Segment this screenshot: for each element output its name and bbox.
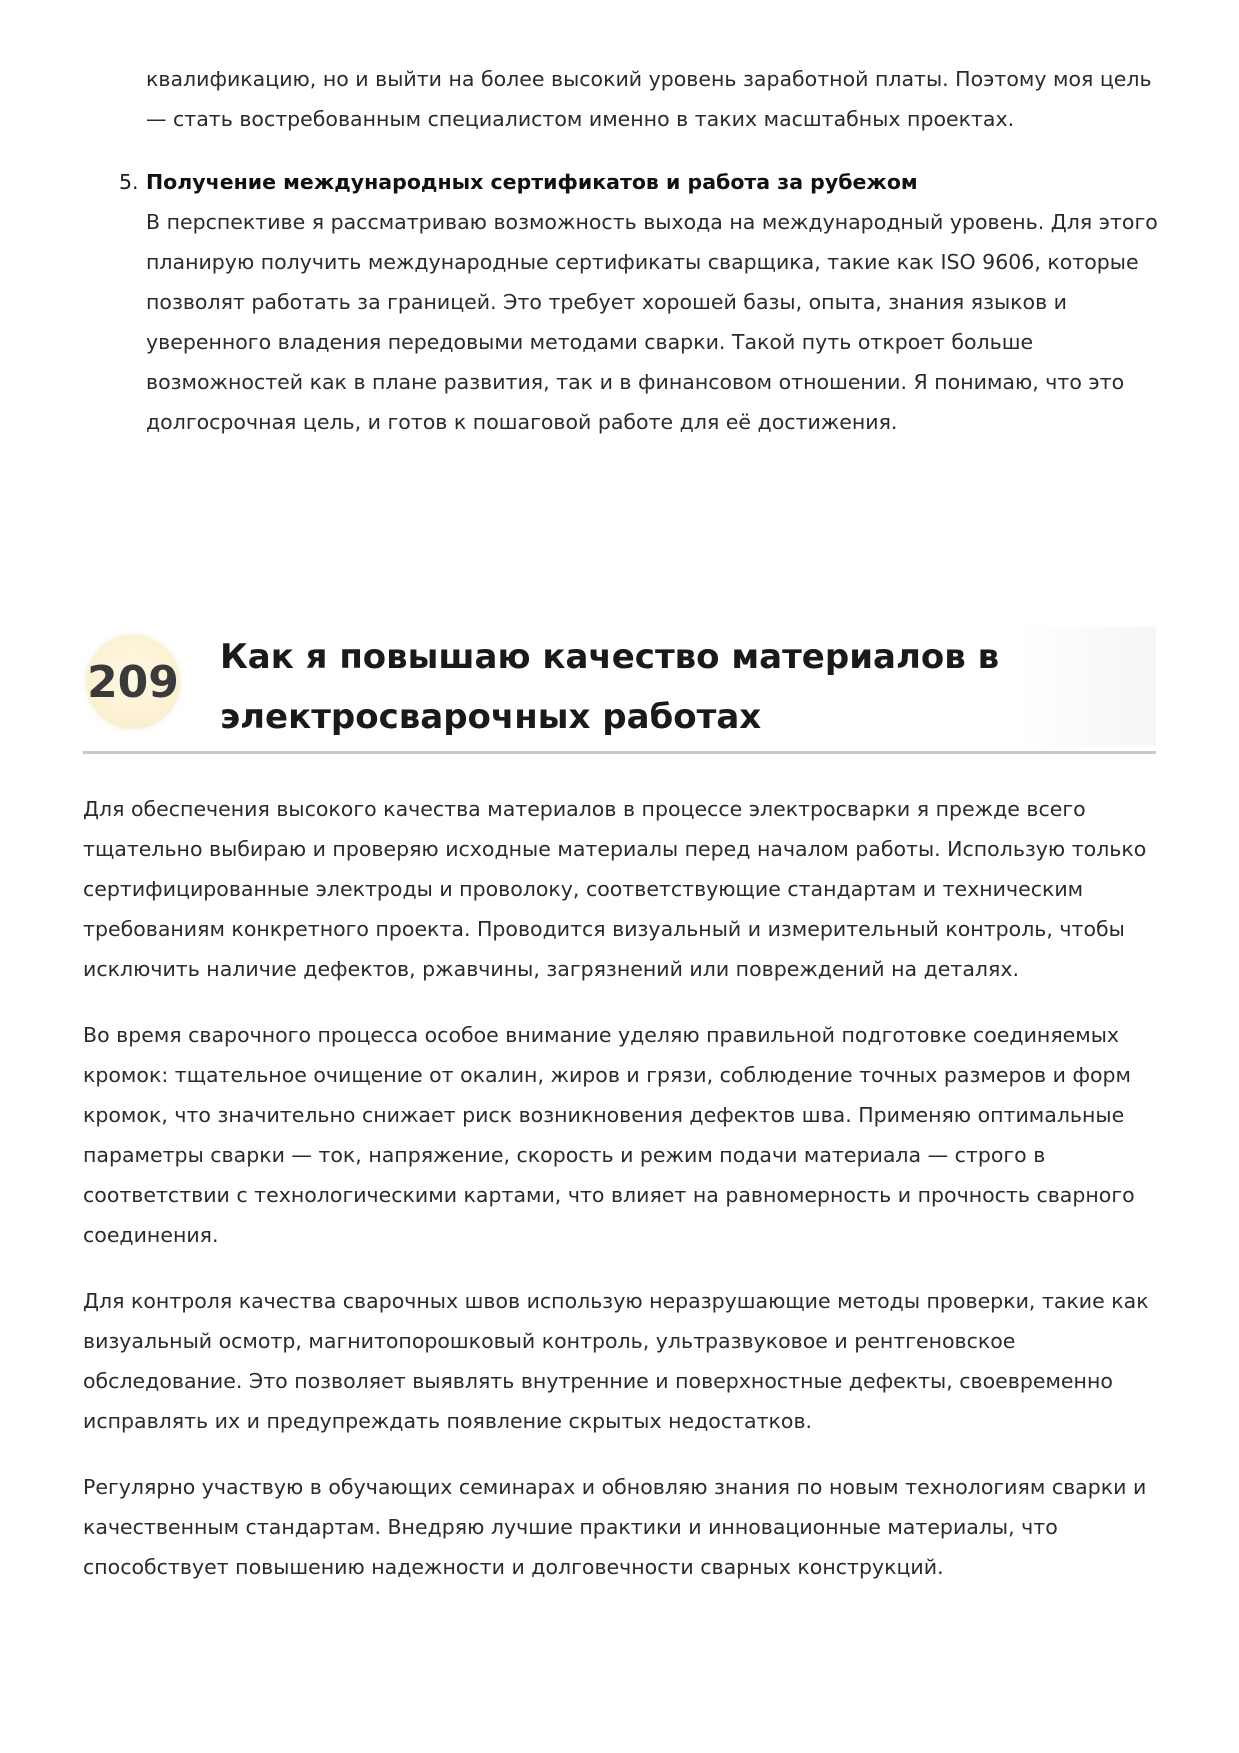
body-paragraph-4: Регулярно участвую в обучающих семинарах и обновляю знания по новым технологиям сварки и качественным стандартам. Внедряю лучшие практики и инновационные материалы, что способствует повышению надежности и долговечности сварных конструкций.	[83, 1475, 1147, 1579]
body-paragraph-2: Во время сварочного процесса особое внимание уделяю правильной подготовке соединяемых кромок: тщательное очищение от окалин, жиров и грязи, соблюдение точных размеров и форм кромок, что значительно снижает риск возникновения дефектов шва. Применяю оптимальные параметры сварки — ток, напряжение, скорость и режим подачи материала — строго в соответствии с технологическими картами, что влияет на равномерность и прочность сварного соединения.	[83, 1023, 1135, 1247]
list-item-body	[146, 162, 1171, 442]
list-item-title: Получение международных сертификатов и работа за рубежом	[146, 170, 918, 194]
body-paragraph-1: Для обеспечения высокого качества материалов в процессе электросварки я прежде всего тщательно выбираю и проверяю исходные материалы перед началом работы. Использую только сертифицированные электроды и проволоку, соответствующие стандартам и техническим требованиям конкретного проекта. Проводится визуальный и измерительный контроль, чтобы исключить наличие дефектов, ржавчины, загрязнений или повреждений на деталях.	[83, 797, 1147, 981]
continuation-text	[146, 59, 1166, 139]
section-number: 209	[87, 656, 179, 708]
continuation-paragraph: квалификацию, но и выйти на более высокий уровень заработной платы. Поэтому моя цель — стать востребованным специалистом именно в таких масштабных проектах.	[146, 67, 1152, 131]
body-paragraph-3: Для контроля качества сварочных швов использую неразрушающие методы проверки, такие как визуальный осмотр, магнитопорошковый контроль, ультразвуковое и рентгеновское обследование. Это позволяет выявлять внутренние и поверхностные дефекты, своевременно исправлять их и предупреждать появление скрытых недостатков.	[83, 1289, 1149, 1433]
list-item-number: 5.	[119, 170, 139, 194]
section-body	[83, 789, 1163, 1613]
section-number-badge	[86, 635, 180, 729]
section-header	[83, 627, 1156, 754]
section-title: Как я повышаю качество материалов в электросварочных работах	[220, 637, 1000, 737]
list-item-text: В перспективе я рассматриваю возможность выхода на международный уровень. Для этого планирую получить международные сертификаты сварщика, такие как ISO 9606, которые позволят работать за границей. Это требует хорошей базы, опыта, знания языков и уверенного владения передовыми методами сварки. Такой путь откроет больше возможностей как в плане развития, так и в финансовом отношении. Я понимаю, что это долгосрочная цель, и готов к пошаговой работе для её достижения.	[146, 210, 1158, 434]
